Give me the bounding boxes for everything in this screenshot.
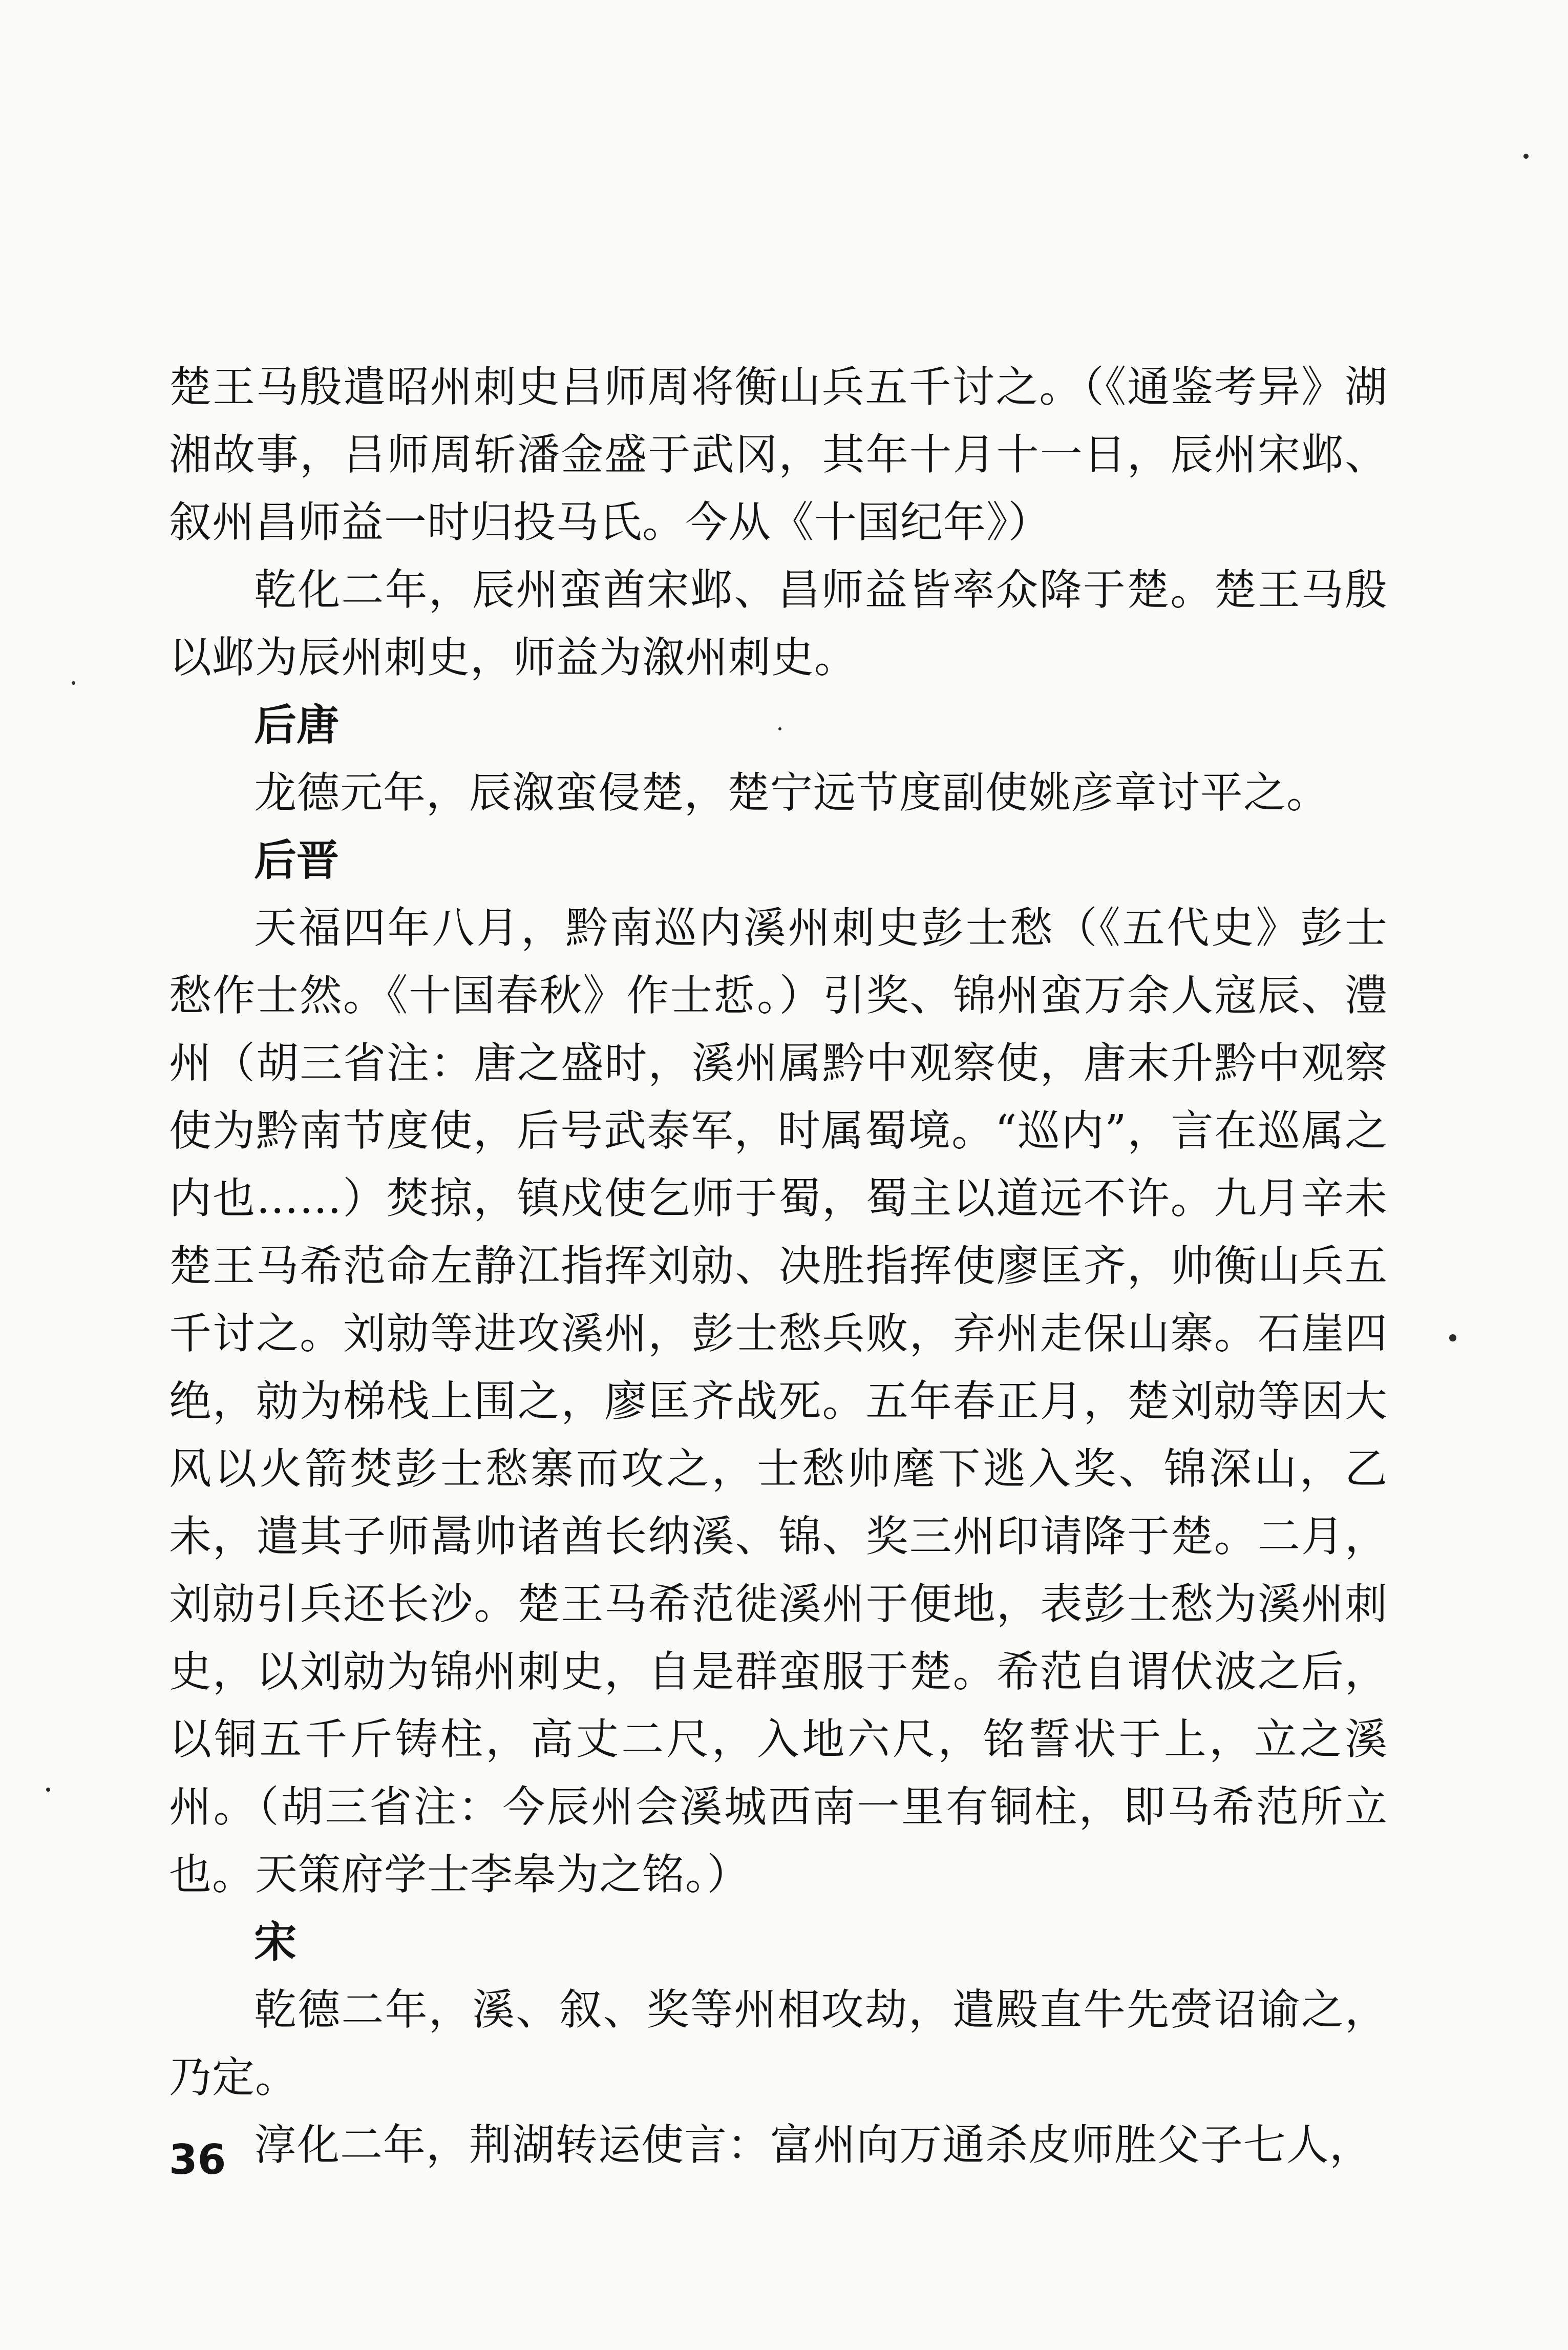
paragraph-4: 天福四年八月，黔南巡内溪州刺史彭士愁（《五代史》彭士愁作士然。《十国春秋》作士悊。）引奖、锦州蛮万余人寇辰、澧州（胡三省注：唐之盛时，溪州属黔中观察使，唐末升黔中观察使为黔南节度使，后号武泰军，时属蜀境。“巡内”，言在巡属之内也……）焚掠，镇戍使乞师于蜀，蜀主以道远不许。九月辛未楚王马希范命左静江指挥刘勍、决胜指挥使廖匡齐，帅衡山兵五千讨之。刘勍等进攻溪州，彭士愁兵败，弃州走保山寨。石崖四绝，勍为梯栈上围之，廖匡齐战死。五年春正月，楚刘勍等因大风以火箭焚彭士愁寨而攻之，士愁帅麾下逃入奖、锦深山，乙未，遣其子师暠帅诸酋长纳溪、锦、奖三州印请降于楚。二月，刘勍引兵还长沙。楚王马希范徙溪州于便地，表彭士愁为溪州刺史，以刘勍为锦州刺史，自是群蛮服于楚。希范自谓伏波之后，以铜五千斤铸柱，高丈二尺，入地六尺，铭誓状于上，立之溪州。（胡三省注：今辰州会溪城西南一里有铜柱，即马希范所立也。天策府学士李皋为之铭。）	[169, 903, 1388, 1899]
section-heading-song: 宋	[254, 1917, 296, 1967]
section-heading-hou-jin: 后晋	[254, 835, 339, 885]
scan-speck	[778, 727, 781, 730]
paragraph-1: 楚王马殷遣昭州刺史吕师周将衡山兵五千讨之。（《通鉴考异》湖湘故事，吕师周斩潘金盛于武冈，其年十月十一日，辰州宋邺、叙州昌师益一时归投马氏。今从《十国纪年》）	[169, 362, 1388, 547]
body-text	[169, 353, 1388, 2179]
page-number: 36	[169, 2136, 226, 2184]
paragraph-3: 龙德元年，辰溆蛮侵楚，楚宁远节度副使姚彦章讨平之。	[254, 768, 1329, 817]
scan-speck	[1449, 1334, 1456, 1341]
scan-speck	[72, 681, 75, 685]
paragraph-5: 乾德二年，溪、叙、奖等州相攻劫，遣殿直牛先赍诏谕之，乃定。	[169, 1985, 1388, 2102]
scan-speck	[46, 1788, 50, 1792]
scan-speck	[1523, 154, 1529, 159]
paragraph-2: 乾化二年，辰州蛮酋宋邺、昌师益皆率众降于楚。楚王马殷以邺为辰州刺史，师益为溆州刺史。	[169, 565, 1388, 682]
paragraph-6: 淳化二年，荆湖转运使言：富州向万通杀皮师胜父子七人，	[254, 2120, 1372, 2170]
section-heading-hou-tang: 后唐	[254, 700, 339, 750]
